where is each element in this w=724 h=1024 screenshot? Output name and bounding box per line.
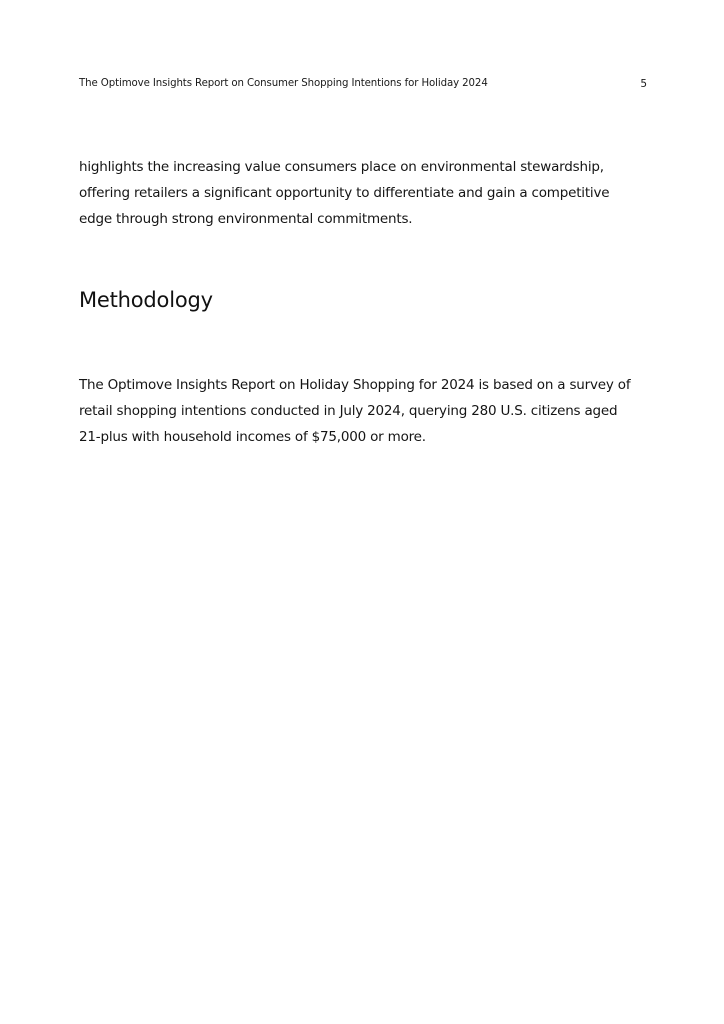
intro-line-3: edge through strong environmental commitments. — [79, 211, 413, 227]
intro-line-2: offering retailers a significant opportunity to differentiate and gain a competitive — [79, 185, 610, 201]
methodology-heading: Methodology — [79, 288, 213, 312]
methodology-line-1: The Optimove Insights Report on Holiday Shopping for 2024 is based on a survey of — [79, 377, 631, 393]
methodology-line-3: 21-plus with household incomes of $75,000 or more. — [79, 429, 426, 445]
intro-line-1: highlights the increasing value consumers place on environmental stewardship, — [79, 159, 604, 175]
methodology-line-2: retail shopping intentions conducted in July 2024, querying 280 U.S. citizens aged — [79, 403, 618, 419]
page-number: 5 — [640, 78, 647, 90]
methodology-paragraph — [79, 372, 659, 450]
intro-paragraph — [79, 154, 659, 232]
running-header — [79, 76, 647, 92]
report-title: The Optimove Insights Report on Consumer Shopping Intentions for Holiday 2024 — [79, 78, 488, 89]
